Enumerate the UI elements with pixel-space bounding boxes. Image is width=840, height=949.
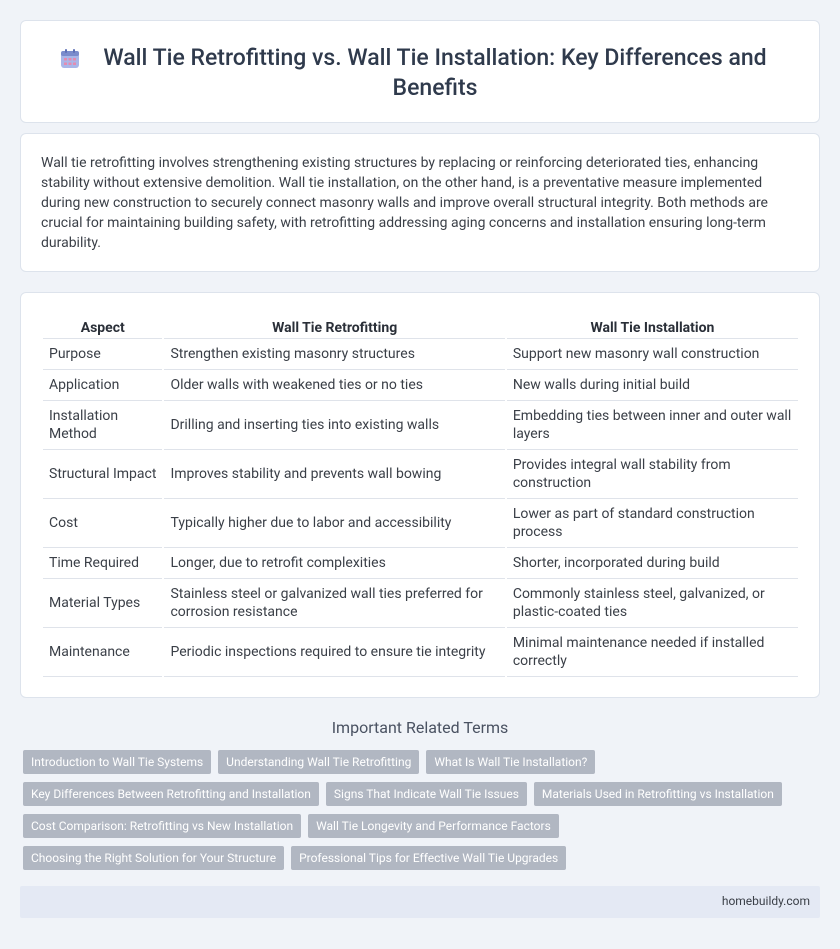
table-row <box>43 370 798 401</box>
table-cell: Drilling and inserting ties into existing walls <box>164 401 504 450</box>
table-cell: Time Required <box>43 548 162 579</box>
intro-card <box>20 133 820 272</box>
table-cell: Commonly stainless steel, galvanized, or plastic-coated ties <box>507 579 798 628</box>
table-cell: Application <box>43 370 162 401</box>
related-term-tag[interactable]: Wall Tie Longevity and Performance Factors <box>308 814 559 838</box>
page-title: Wall Tie Retrofitting vs. Wall Tie Installation: Key Differences and Benefits <box>103 44 767 101</box>
table-cell: Installation Method <box>43 401 162 450</box>
table-cell: Periodic inspections required to ensure tie integrity <box>164 628 504 677</box>
table-cell: Strengthen existing masonry structures <box>164 339 504 370</box>
column-header: Aspect <box>43 317 162 339</box>
column-header: Wall Tie Retrofitting <box>164 317 504 339</box>
footer <box>20 886 820 918</box>
related-term-tag[interactable]: Key Differences Between Retrofitting and Installation <box>23 782 319 806</box>
table-cell: Material Types <box>43 579 162 628</box>
table-cell: Improves stability and prevents wall bowing <box>164 450 504 499</box>
table-cell: Older walls with weakened ties or no ties <box>164 370 504 401</box>
table-row <box>43 450 798 499</box>
related-term-tag[interactable]: Choosing the Right Solution for Your Structure <box>23 846 284 870</box>
table-row <box>43 499 798 548</box>
table-cell: Purpose <box>43 339 162 370</box>
table-row <box>43 548 798 579</box>
related-terms-heading: Important Related Terms <box>331 718 509 737</box>
table-cell: Shorter, incorporated during build <box>507 548 798 579</box>
comparison-card <box>20 292 820 698</box>
table-row <box>43 628 798 677</box>
table-cell: Stainless steel or galvanized wall ties preferred for corrosion resistance <box>164 579 504 628</box>
table-cell: Minimal maintenance needed if installed correctly <box>507 628 798 677</box>
related-terms-list <box>23 750 803 878</box>
related-term-tag[interactable]: What Is Wall Tie Installation? <box>426 750 595 774</box>
table-row <box>43 401 798 450</box>
related-term-tag[interactable]: Materials Used in Retrofitting vs Installation <box>534 782 782 806</box>
table-row <box>43 579 798 628</box>
column-header: Wall Tie Installation <box>507 317 798 339</box>
table-cell: Structural Impact <box>43 450 162 499</box>
related-term-tag[interactable]: Understanding Wall Tie Retrofitting <box>218 750 419 774</box>
table-cell: Support new masonry wall construction <box>507 339 798 370</box>
table-cell: New walls during initial build <box>507 370 798 401</box>
table-cell: Typically higher due to labor and accessibility <box>164 499 504 548</box>
related-term-tag[interactable]: Introduction to Wall Tie Systems <box>23 750 211 774</box>
comparison-table <box>41 317 800 677</box>
table-cell: Embedding ties between inner and outer wall layers <box>507 401 798 450</box>
table-cell: Lower as part of standard construction process <box>507 499 798 548</box>
related-term-tag[interactable]: Signs That Indicate Wall Tie Issues <box>326 782 527 806</box>
footer-site-link[interactable]: homebuildy.com <box>721 894 810 908</box>
intro-text: Wall tie retrofitting involves strengthening existing structures by replacing or reinforcing deteriorated ties, enhancing stability without extensive demolition. Wall tie installation, on the other hand, is a preventative measure implemented during new construction to securely connect masonry walls and improve overall structural integrity. Both methods are crucial for maintaining building safety, with retrofitting addressing aging concerns and installation ensuring long-term durability. <box>41 155 768 251</box>
table-cell: Maintenance <box>43 628 162 677</box>
related-term-tag[interactable]: Cost Comparison: Retrofitting vs New Installation <box>23 814 301 838</box>
table-cell: Cost <box>43 499 162 548</box>
related-term-tag[interactable]: Professional Tips for Effective Wall Tie Upgrades <box>291 846 566 870</box>
table-cell: Provides integral wall stability from construction <box>507 450 798 499</box>
title-card <box>20 20 820 123</box>
table-cell: Longer, due to retrofit complexities <box>164 548 504 579</box>
table-row <box>43 339 798 370</box>
